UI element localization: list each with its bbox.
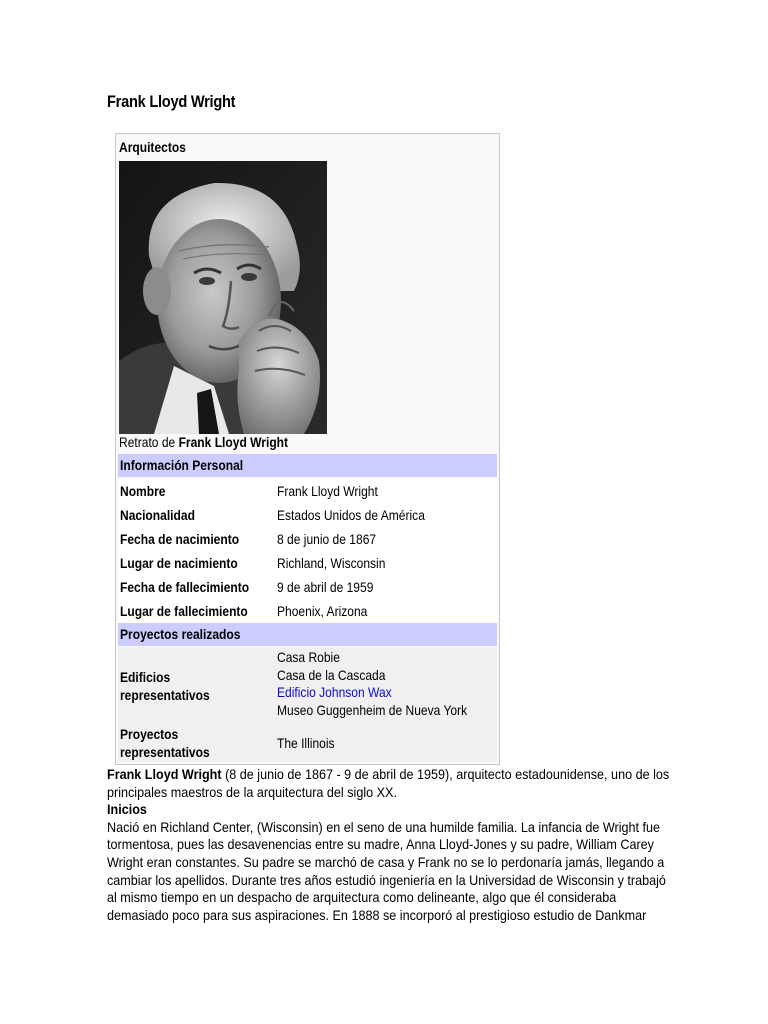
row-fecha-nacimiento: [118, 527, 497, 551]
infobox-category-text: Arquitectos: [119, 139, 186, 155]
section-personal-info: [118, 454, 497, 477]
row-label: Nacionalidad: [120, 507, 195, 523]
section-heading-inicios: [107, 801, 667, 819]
portrait-image: [119, 161, 327, 434]
body-line: al mismo tiempo en un despacho de arquitectura como delineante, algo que él consideraba: [107, 889, 617, 906]
intro-line-2: principales maestros de la arquitectura del siglo XX.: [107, 783, 397, 800]
row-value: 9 de abril de 1959: [277, 579, 374, 595]
building-item: Museo Guggenheim de Nueva York: [277, 701, 468, 718]
projects-value: [277, 735, 344, 753]
page-title-text: Frank Lloyd Wright: [107, 92, 236, 111]
caption-name: Frank Lloyd Wright: [178, 434, 289, 450]
caption-text: [119, 434, 288, 450]
intro-line-1: [107, 766, 670, 784]
buildings-label-1: Edificios: [120, 669, 171, 685]
buildings-list: [277, 649, 498, 719]
row-label: [120, 725, 224, 761]
section-projects-label: Proyectos realizados: [120, 626, 241, 642]
body-line: Nació en Richland Center, (Wisconsin) en el seno de una humilde familia. La infancia de Wright fue: [107, 818, 661, 835]
portrait-photo: [119, 161, 327, 434]
row-lugar-fallecimiento: [118, 599, 497, 623]
row-nombre: [118, 479, 497, 503]
inicios-paragraph: [107, 819, 667, 925]
row-value: Phoenix, Arizona: [277, 603, 368, 619]
row-value: Estados Unidos de América: [277, 507, 425, 523]
infobox: [115, 133, 500, 765]
portrait-caption: [119, 434, 316, 450]
row-label: Fecha de nacimiento: [120, 531, 240, 547]
body-line: demasiado poco para sus aspiraciones. En 1888 se incorporó al prestigioso estudio de Dankmar: [107, 906, 647, 923]
intro-bold-name: Frank Lloyd Wright: [107, 766, 222, 782]
intro-rest: (8 de junio de 1867 - 9 de abril de 1959), arquitecto estadounidense, uno de los: [221, 766, 670, 782]
projects-value-text: The Illinois: [277, 735, 335, 751]
caption-prefix: Retrato de: [119, 434, 179, 450]
row-label: [120, 668, 224, 704]
section-projects: [118, 623, 497, 646]
heading-text: Inicios: [107, 801, 147, 818]
row-value: Richland, Wisconsin: [277, 555, 386, 571]
building-link-johnson-wax[interactable]: Edificio Johnson Wax: [277, 684, 392, 700]
projects-label-2: representativos: [120, 744, 210, 760]
row-fecha-fallecimiento: [118, 575, 497, 599]
row-proyectos: [118, 725, 497, 762]
row-value: 8 de junio de 1867: [277, 531, 377, 547]
body-line: cambiar los apellidos. Durante tres años estudió ingeniería en la Universidad de Wisconsin y trabajó: [107, 871, 666, 888]
row-lugar-nacimiento: [118, 551, 497, 575]
row-edificios: [118, 647, 497, 725]
buildings-label-2: representativos: [120, 687, 210, 703]
row-label: Lugar de fallecimiento: [120, 603, 248, 619]
body-line: Wright eran constantes. Su padre se marchó de casa y Frank no se lo perdonaría jamás, llegando a: [107, 853, 665, 870]
row-label: Fecha de fallecimiento: [120, 579, 250, 595]
intro-paragraph: [107, 766, 670, 801]
row-label: Lugar de nacimiento: [120, 555, 238, 571]
building-item: Casa de la Cascada: [277, 666, 386, 683]
section-personal-info-label: Información Personal: [120, 457, 244, 473]
page-title: [107, 92, 256, 112]
row-value: Frank Lloyd Wright: [277, 483, 378, 499]
row-nacionalidad: [118, 503, 497, 527]
article-body: [107, 766, 670, 924]
body-line: tormentosa, pues las desavenencias entre su madre, Anna Lloyd-Jones y su padre, William Carey: [107, 836, 654, 853]
row-label: Nombre: [120, 483, 166, 499]
infobox-category: [119, 139, 497, 155]
building-item: Casa Robie: [277, 649, 340, 665]
projects-label-1: Proyectos: [120, 726, 179, 742]
